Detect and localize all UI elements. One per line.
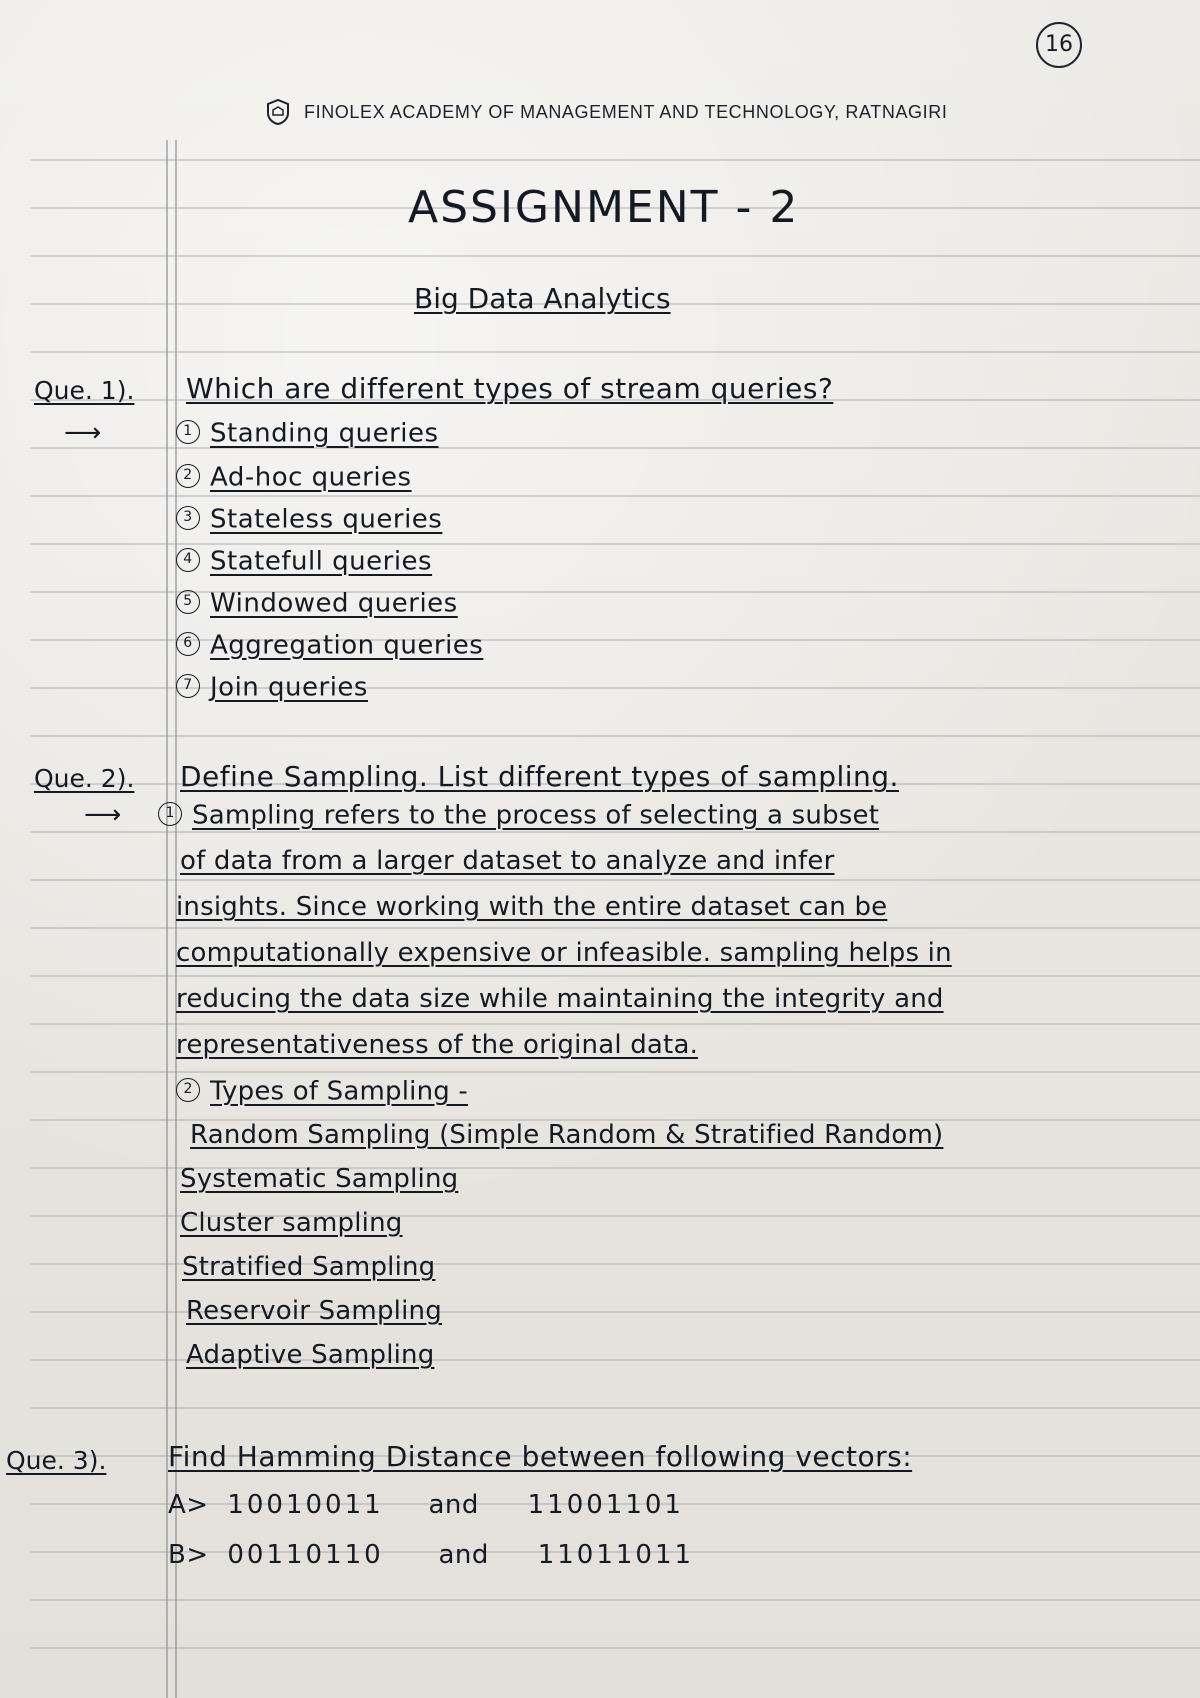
item-number: 7 bbox=[176, 674, 200, 698]
item-number: 3 bbox=[176, 506, 200, 530]
page-number: 16 bbox=[1036, 22, 1082, 68]
stream-query-item bbox=[176, 462, 412, 493]
item-text: Statefull queries bbox=[210, 546, 433, 577]
vector-2: 11011011 bbox=[537, 1540, 695, 1570]
stream-query-item bbox=[176, 672, 368, 703]
definition-line: computationally expensive or infeasible. sampling helps in bbox=[176, 938, 952, 968]
sampling-type: Systematic Sampling bbox=[180, 1164, 459, 1194]
definition-line: insights. Since working with the entire dataset can be bbox=[176, 892, 888, 922]
question-3-text: Find Hamming Distance between following vectors: bbox=[168, 1440, 913, 1473]
stream-query-item bbox=[176, 588, 458, 619]
item-number: 1 bbox=[158, 802, 182, 826]
institution-logo-icon bbox=[264, 98, 292, 126]
stream-query-item bbox=[176, 418, 439, 449]
sampling-type: Adaptive Sampling bbox=[186, 1340, 435, 1370]
question-3-label: Que. 3). bbox=[6, 1446, 107, 1475]
item-number: 4 bbox=[176, 548, 200, 572]
question-2-text: Define Sampling. List different types of sampling. bbox=[180, 760, 899, 793]
definition-line: of data from a larger dataset to analyze and infer bbox=[180, 846, 835, 876]
sampling-type: Cluster sampling bbox=[180, 1208, 403, 1238]
vector-1: 00110110 bbox=[227, 1540, 384, 1570]
item-number: 2 bbox=[176, 464, 200, 488]
stream-query-item bbox=[176, 504, 442, 535]
definition-line bbox=[158, 800, 879, 831]
item-text: Ad-hoc queries bbox=[210, 462, 412, 493]
vector-1: 10010011 bbox=[227, 1490, 384, 1520]
definition-line: representativeness of the original data. bbox=[176, 1030, 699, 1060]
sampling-type: Stratified Sampling bbox=[182, 1252, 436, 1282]
sampling-type: Reservoir Sampling bbox=[186, 1296, 442, 1326]
item-number: 5 bbox=[176, 590, 200, 614]
question-2-label: Que. 2). bbox=[34, 764, 135, 793]
conjunction: and bbox=[428, 1490, 479, 1520]
types-heading-text: Types of Sampling - bbox=[210, 1076, 468, 1107]
definition-line: reducing the data size while maintaining the integrity and bbox=[176, 984, 944, 1014]
definition-text: Sampling refers to the process of selecting a subset bbox=[192, 800, 880, 831]
institution-name: FINOLEX ACADEMY OF MANAGEMENT AND TECHNOLOGY, RATNAGIRI bbox=[304, 101, 948, 122]
pair-label: A> bbox=[168, 1490, 209, 1520]
vector-pair-a bbox=[168, 1490, 684, 1520]
vector-2: 11001101 bbox=[527, 1490, 684, 1520]
item-number: 6 bbox=[176, 632, 200, 656]
types-heading bbox=[176, 1076, 468, 1107]
vector-pair-b bbox=[168, 1540, 694, 1570]
answer-2-arrow: ⟶ bbox=[84, 800, 122, 830]
item-text: Join queries bbox=[210, 672, 368, 703]
institution-header bbox=[264, 98, 947, 126]
item-number: 2 bbox=[176, 1078, 200, 1102]
question-1-label: Que. 1). bbox=[34, 376, 135, 405]
item-text: Aggregation queries bbox=[210, 630, 484, 661]
item-text: Stateless queries bbox=[210, 504, 443, 535]
stream-query-item bbox=[176, 630, 483, 661]
subject-title: Big Data Analytics bbox=[414, 282, 671, 315]
conjunction: and bbox=[438, 1540, 489, 1570]
item-text: Windowed queries bbox=[210, 588, 458, 619]
sampling-type: Random Sampling (Simple Random & Stratified Random) bbox=[190, 1120, 944, 1150]
assignment-title: ASSIGNMENT - 2 bbox=[408, 182, 800, 233]
pair-label: B> bbox=[168, 1540, 209, 1570]
item-text: Standing queries bbox=[210, 418, 439, 449]
stream-query-item bbox=[176, 546, 432, 577]
answer-1-arrow: ⟶ bbox=[64, 418, 102, 448]
item-number: 1 bbox=[176, 420, 200, 444]
question-1-text: Which are different types of stream queries? bbox=[186, 372, 834, 405]
